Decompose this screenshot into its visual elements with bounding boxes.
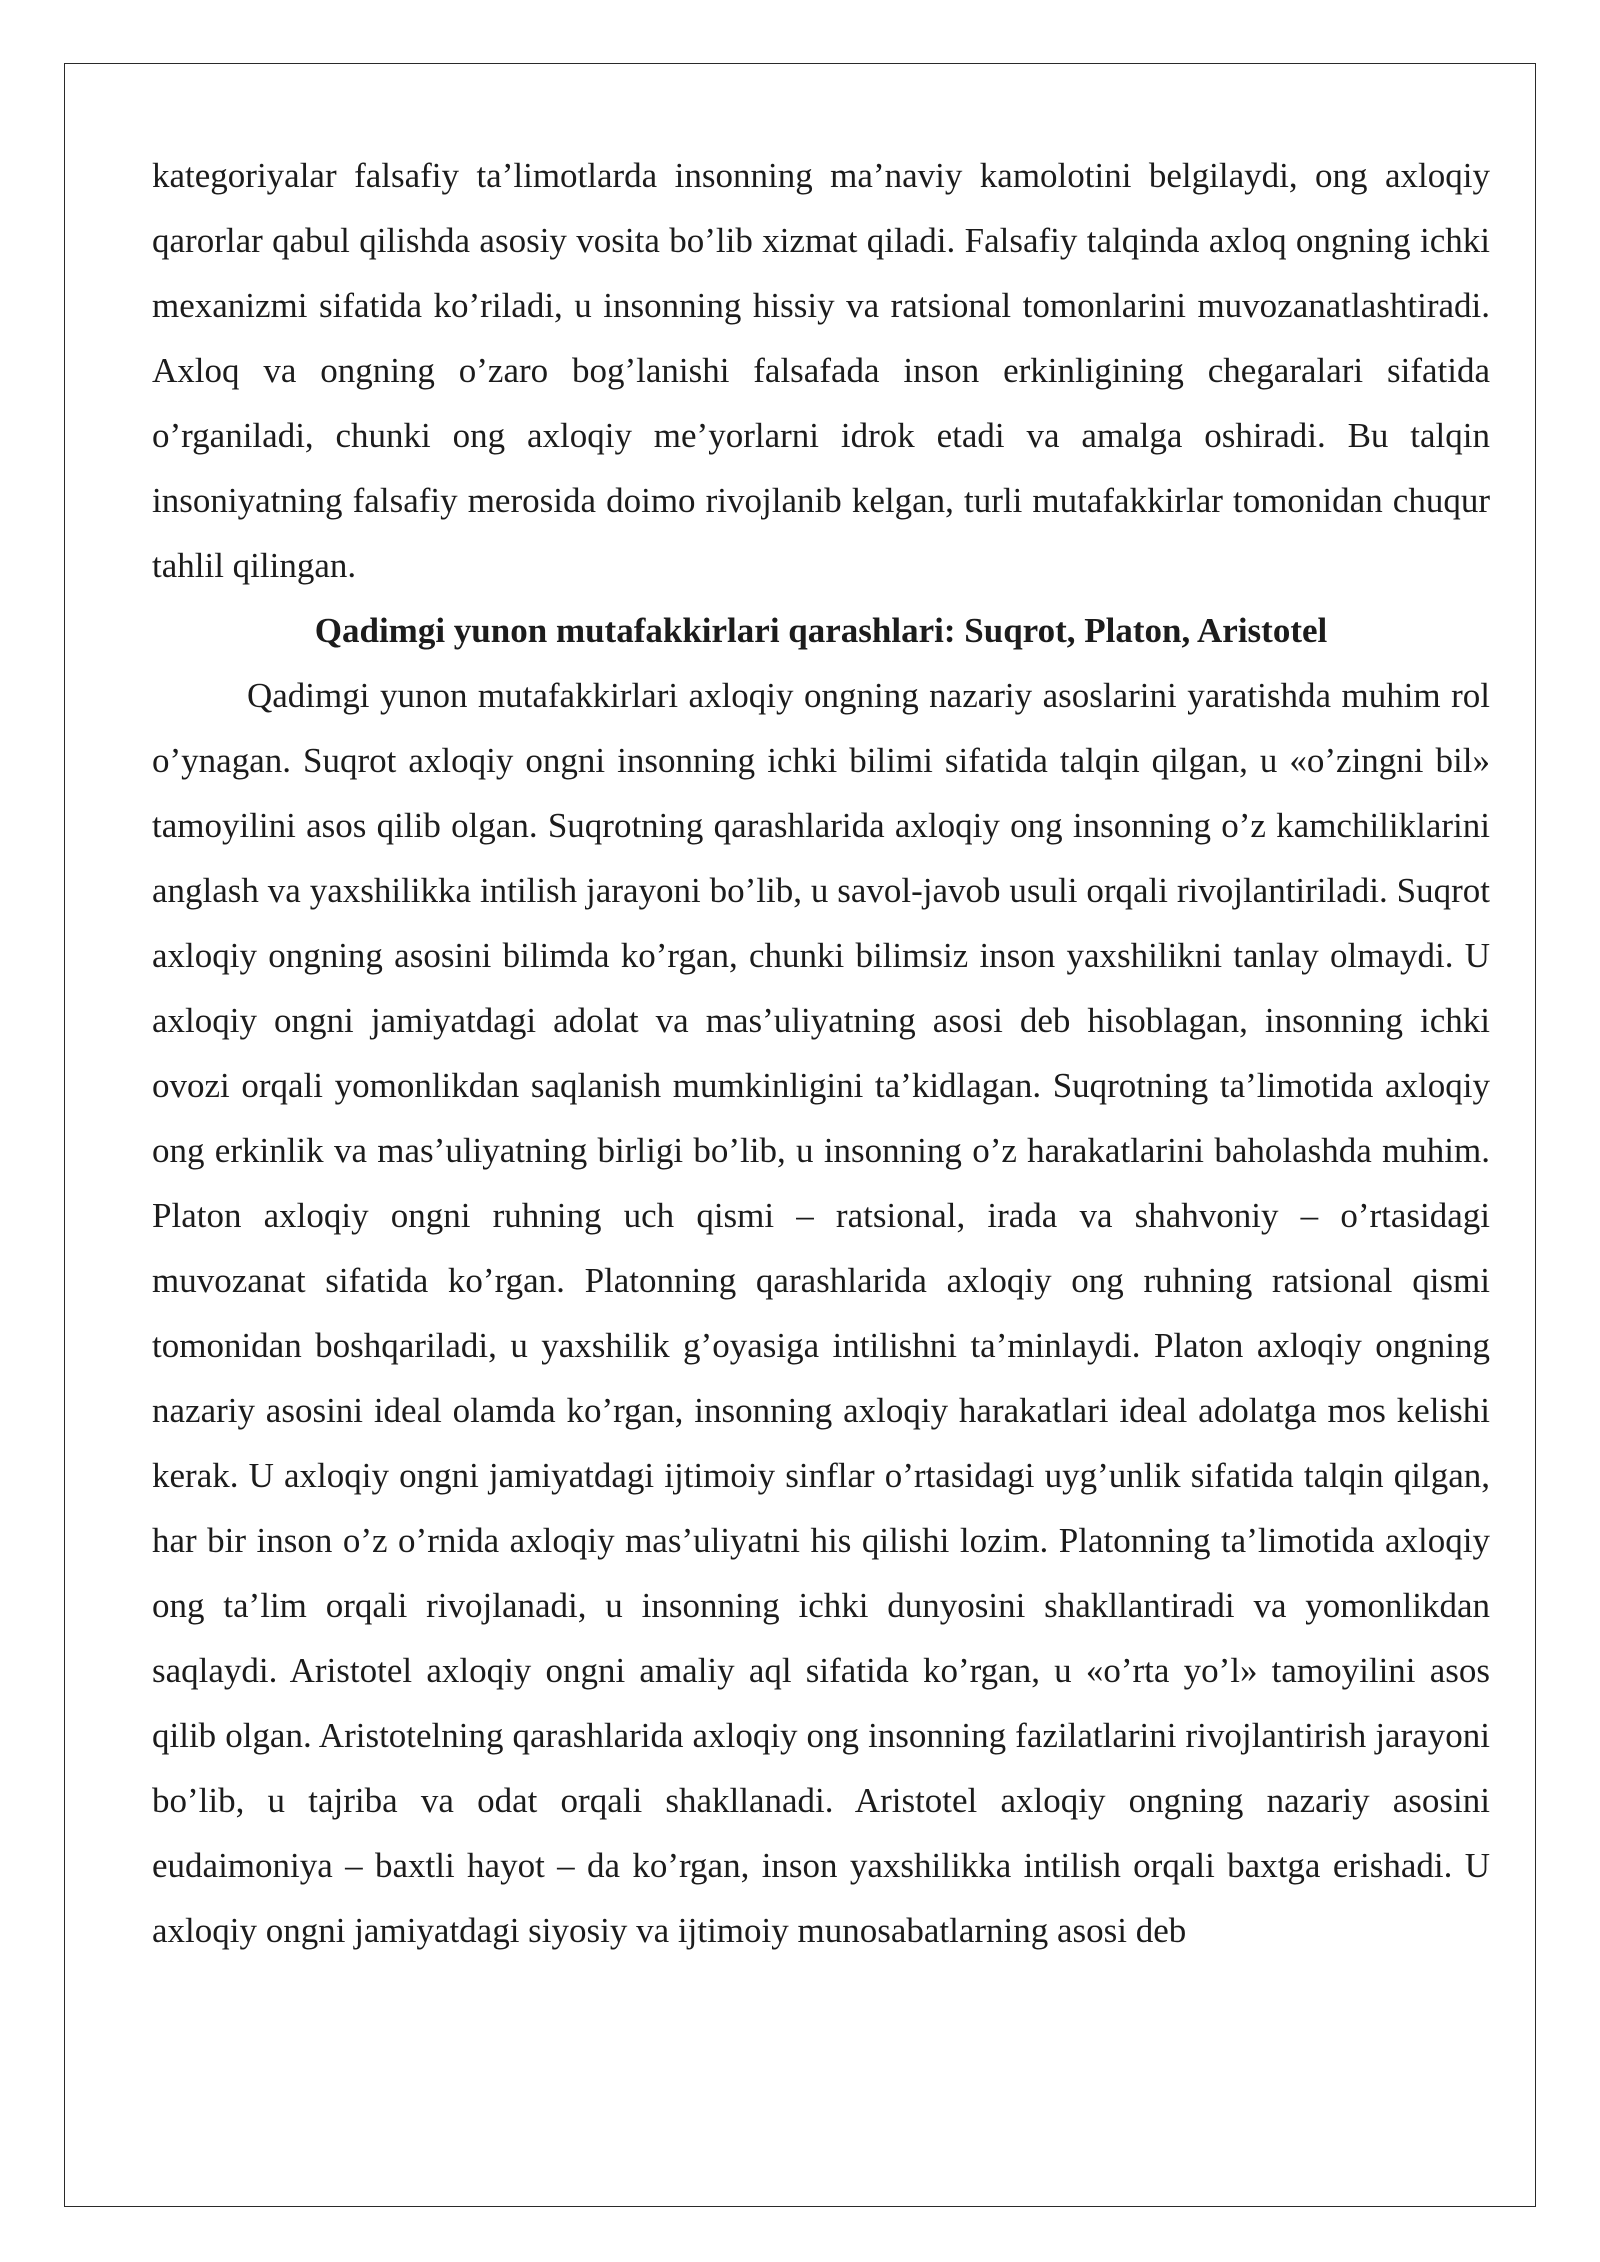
section-paragraph: Qadimgi yunon mutafakkirlari axloqiy ongning nazariy asoslarini yaratishda muhim rol o’ynagan. Suqrot axloqiy ongni insonning ichki bilimi sifatida talqin qilgan, u «o’zingni bil» tamoyilini asos qilib olgan. Suqrotning qarashlarida axloqiy ong insonning o’z kamchiliklarini anglash va yaxshilikka intilish jarayoni bo’lib, u savol-javob usuli orqali rivojlantiriladi. Suqrot axloqiy ongning asosini bilimda ko’rgan, chunki bilimsiz inson yaxshilikni tanlay olmaydi. U axloqiy ongni jamiyatdagi adolat va mas’uliyatning asosi deb hisoblagan, insonning ichki ovozi orqali yomonlikdan saqlanish mumkinligini ta’kidlagan. Suqrotning ta’limotida axloqiy ong erkinlik va mas’uliyatning birligi bo’lib, u insonning o’z harakatlarini baholashda muhim. Platon axloqiy ongni ruhning uch qismi – ratsional, irada va shahvoniy – o’rtasidagi muvozanat sifatida ko’rgan. Platonning qarashlarida axloqiy ong ruhning ratsional qismi tomonidan boshqariladi, u yaxshilik g’oyasiga intilishni ta’minlaydi. Platon axloqiy ongning nazariy asosini ideal olamda ko’rgan, insonning axloqiy harakatlari ideal adolatga mos kelishi kerak. U axloqiy ongni jamiyatdagi ijtimoiy sinflar o’rtasidagi uyg’unlik sifatida talqin qilgan, har bir inson o’z o’rnida axloqiy mas’uliyatni his qilishi lozim. Platonning ta’limotida axloqiy ong ta’lim orqali rivojlanadi, u insonning ichki dunyosini shakllantiradi va yomonlikdan saqlaydi. Aristotel axloqiy ongni amaliy aql sifatida ko’rgan, u «o’rta yo’l» tamoyilini asos qilib olgan. Aristotelning qarashlarida axloqiy ong insonning fazilatlarini rivojlantirish jarayoni bo’lib, u tajriba va odat orqali shakllanadi. Aristotel axloqiy ongning nazariy asosini eudaimoniya – baxtli hayot – da ko’rgan, inson yaxshilikka intilish orqali baxtga erishadi. U axloqiy ongni jamiyatdagi siyosiy va ijtimoiy munosabatlarning asosi deb (152, 676, 1490, 1950)
document-body (152, 143, 1490, 1963)
intro-paragraph: kategoriyalar falsafiy ta’limotlarda insonning ma’naviy kamolotini belgilaydi, ong axloqiy qarorlar qabul qilishda asosiy vosita bo’lib xizmat qiladi. Falsafiy talqinda axloq ongning ichki mexanizmi sifatida ko’riladi, u insonning hissiy va ratsional tomonlarini muvozanatlashtiradi. Axloq va ongning o’zaro bog’lanishi falsafada inson erkinligining chegaralari sifatida o’rganiladi, chunki ong axloqiy me’yorlarni idrok etadi va amalga oshiradi. Bu talqin insoniyatning falsafiy merosida doimo rivojlanib kelgan, turli mutafakkirlar tomonidan chuqur tahlil qilingan. (152, 156, 1490, 585)
section-heading: Qadimgi yunon mutafakkirlari qarashlari: Suqrot, Platon, Aristotel (314, 611, 1328, 650)
